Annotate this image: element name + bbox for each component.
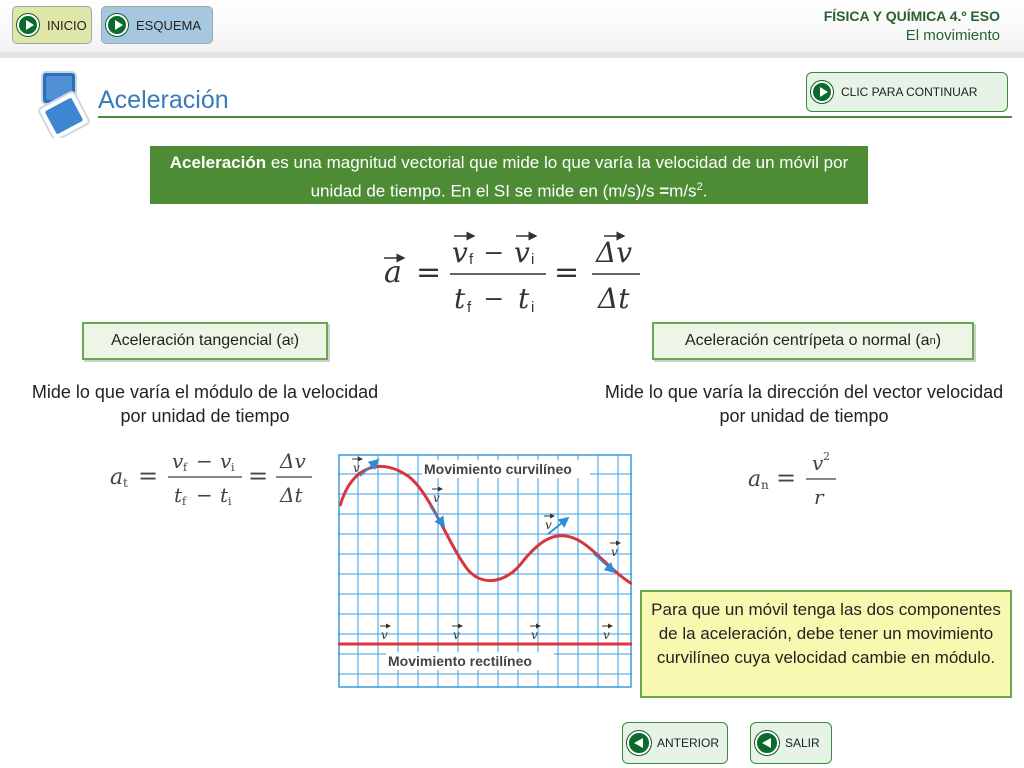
rectilinear-label: Movimiento rectilíneo (388, 653, 532, 669)
unit-title: El movimiento (905, 27, 1000, 44)
continue-button[interactable] (806, 72, 1008, 112)
formula-vi: v (514, 236, 530, 269)
curve-v-label-4: v (611, 545, 618, 559)
curve-v-label-3: v (545, 518, 552, 532)
course-heading (824, 6, 1000, 46)
formula-vf: v (452, 236, 468, 269)
formula-tf: t (454, 282, 466, 315)
summary-note: Para que un móvil tenga las dos componentes de la aceleración, debe tener un movimiento curvilíneo cuya velocidad cambie en módulo. (640, 590, 1012, 698)
tan-equals-1: = (138, 462, 159, 490)
tangential-label (82, 322, 328, 360)
centripetal-label-text: Aceleración centrípeta o normal (a (684, 332, 930, 349)
centripetal-label (652, 322, 974, 360)
line-v-label-1: v (381, 628, 388, 642)
centripetal-label-sub: n (929, 335, 936, 347)
tangential-description: Mide lo que varía el módulo de la velocidad por unidad de tiempo (31, 382, 379, 426)
continue-label: CLIC PARA CONTINUAR (841, 85, 978, 99)
title-divider (98, 116, 1012, 118)
formula-equals-1: = (416, 255, 442, 290)
tan-tf: t (174, 483, 183, 507)
line-v-label-3: v (531, 628, 538, 642)
cen-den: r (814, 485, 824, 509)
salir-label: SALIR (785, 736, 820, 750)
salir-button[interactable] (750, 722, 832, 764)
cen-formula-a: a (748, 467, 762, 492)
cen-formula-a-sub: n (761, 478, 769, 492)
definition-term: Aceleración (169, 153, 267, 172)
top-divider (0, 52, 1024, 58)
tan-minus-bottom: − (196, 483, 213, 507)
tan-vi: v (220, 449, 232, 473)
curve-v-label-1: v (353, 461, 360, 475)
centripetal-description: Mide lo que varía la dirección del vector velocidad por unidad de tiempo (604, 382, 1004, 426)
centripetal-formula (746, 448, 846, 510)
tan-delta-t: Δt (280, 483, 303, 507)
centripetal-label-end: ) (935, 332, 942, 349)
esquema-button[interactable] (101, 6, 213, 44)
anterior-label: ANTERIOR (657, 736, 720, 750)
curve-v-label-2: v (433, 491, 440, 505)
definition-text: es una magnitud vectorial que mide lo que varía la velocidad de un móvil por unidad de tiempo. En el SI se mide en (m/s)/s (266, 153, 849, 201)
formula-minus-bottom: – (486, 281, 502, 312)
formula-delta-v: Δv (596, 236, 633, 269)
formula-vi-sub: i (531, 251, 535, 268)
cen-equals: = (776, 464, 797, 492)
cen-num-exp: 2 (823, 450, 830, 463)
formula-delta-t: Δt (598, 282, 630, 315)
page-title: Aceleración (98, 86, 229, 114)
formula-tf-sub: f (467, 299, 472, 316)
line-v-label-2: v (453, 628, 460, 642)
definition-equals: = (659, 181, 670, 201)
slides-logo-icon (36, 70, 92, 138)
tan-vf: v (172, 449, 184, 473)
tan-ti: t (220, 483, 229, 507)
inicio-label: INICIO (47, 17, 87, 33)
tan-formula-a-sub: t (123, 476, 128, 490)
line-v-label-4: v (603, 628, 610, 642)
course-title: FÍSICA Y QUÍMICA 4.º ESO (823, 8, 1000, 24)
inicio-button[interactable] (12, 6, 92, 44)
formula-ti-sub: i (531, 299, 535, 316)
formula-vf-sub: f (469, 251, 474, 268)
esquema-label: ESQUEMA (136, 17, 202, 33)
tan-vi-sub: i (231, 461, 235, 474)
play-icon (811, 81, 833, 103)
formula-a: a (384, 255, 402, 290)
cen-num: v (812, 451, 824, 475)
formula-minus-top: – (486, 235, 502, 266)
formula-equals-2: = (554, 255, 580, 290)
play-icon (17, 14, 39, 36)
definition-unit: m/s (669, 181, 697, 201)
formula-ti: t (518, 282, 530, 315)
tan-ti-sub: i (228, 495, 232, 508)
back-arrow-icon (755, 731, 779, 755)
motion-graph (338, 454, 632, 688)
tangential-label-sub: t (290, 335, 294, 347)
tan-formula-a: a (110, 465, 124, 490)
tan-delta-v: Δv (280, 449, 306, 473)
anterior-button[interactable] (622, 722, 728, 764)
tangential-label-end: ) (293, 332, 300, 349)
tan-minus-top: − (196, 449, 213, 473)
tan-tf-sub: f (182, 495, 187, 508)
tangential-formula (108, 444, 318, 510)
play-icon (106, 14, 128, 36)
definition-unit-exponent: 2 (696, 181, 703, 193)
definition-box (150, 146, 868, 204)
back-arrow-icon (627, 731, 651, 755)
main-formula (378, 228, 648, 318)
tan-equals-2: = (248, 462, 269, 490)
tangential-label-text: Aceleración tangencial (a (110, 332, 291, 349)
curvilinear-label: Movimiento curvilíneo (424, 461, 572, 477)
tan-vf-sub: f (183, 461, 188, 474)
definition-end: . (702, 181, 708, 201)
